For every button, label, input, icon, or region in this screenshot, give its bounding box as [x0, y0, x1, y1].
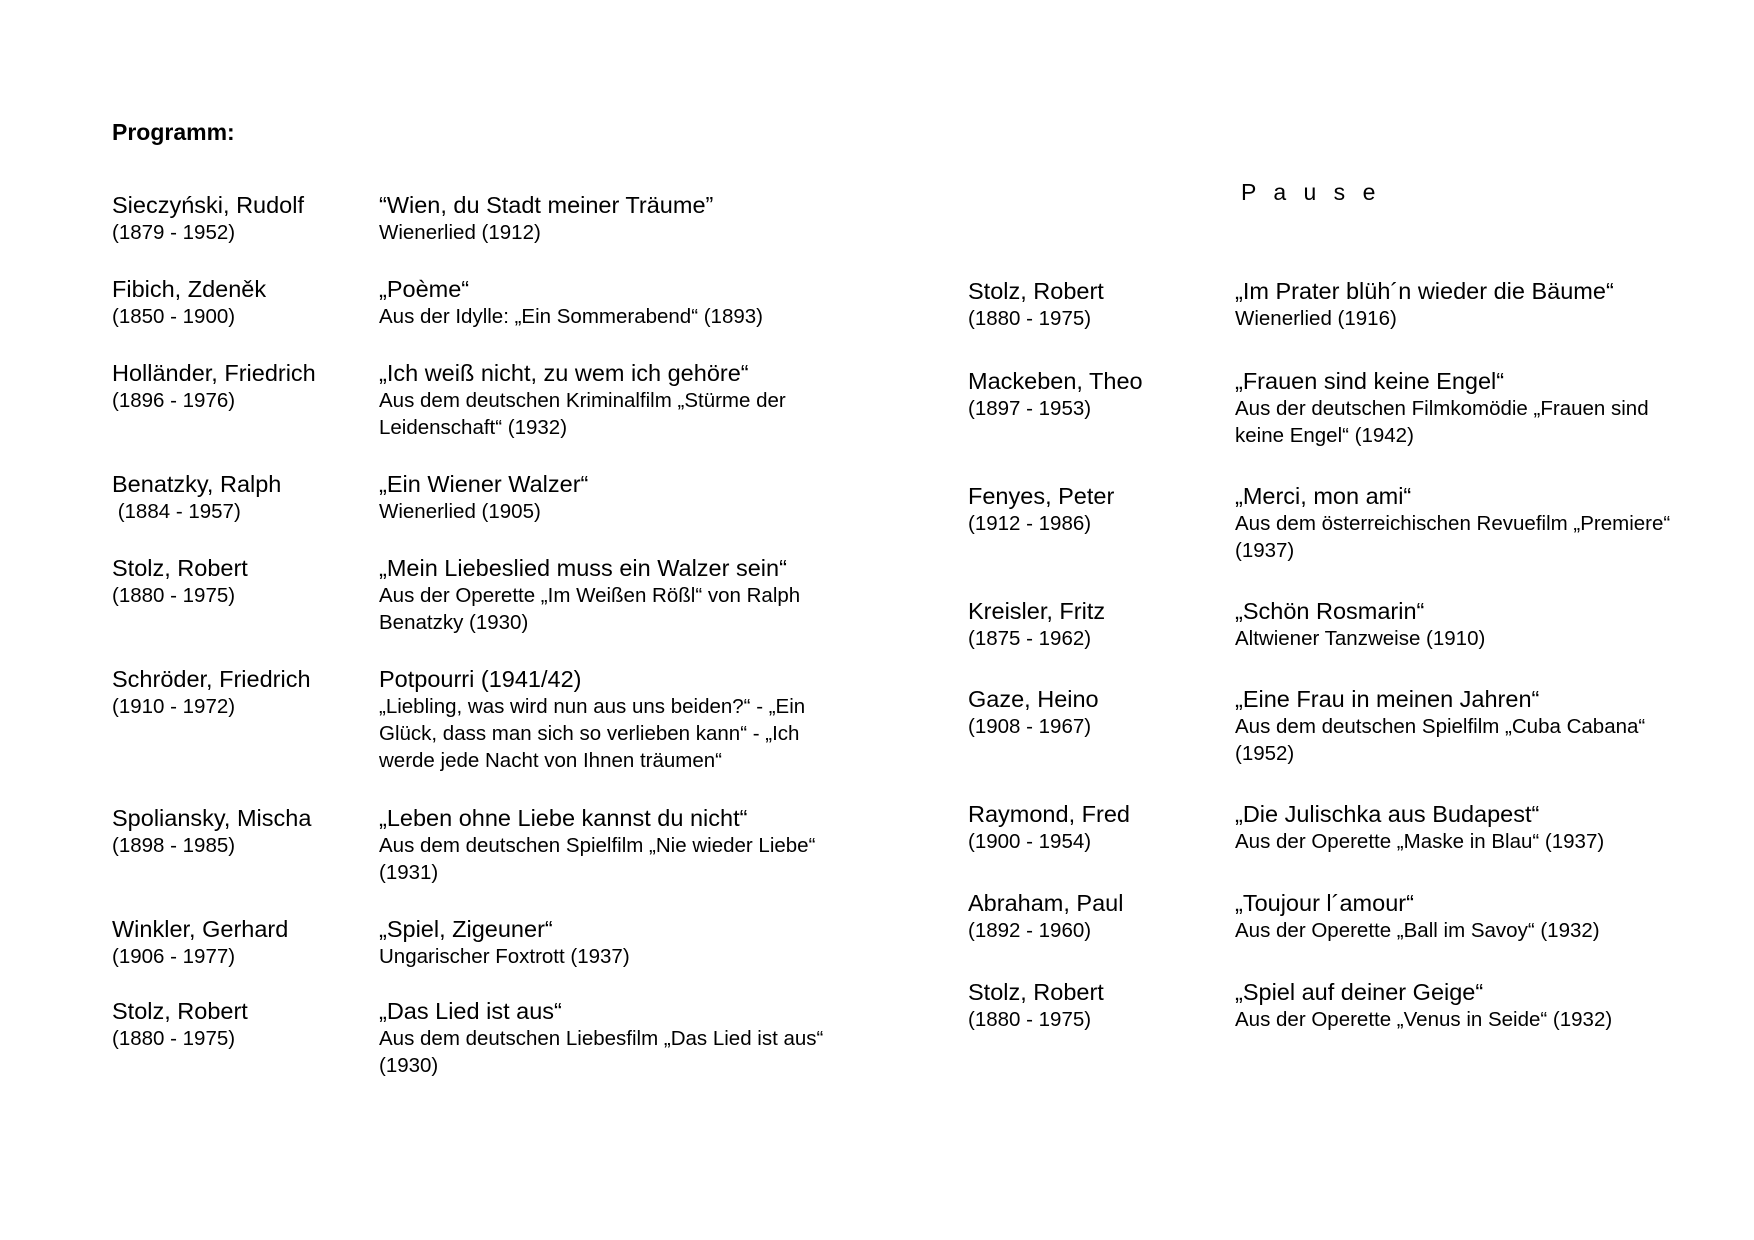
piece: [379, 554, 849, 636]
piece: [379, 915, 849, 970]
piece: [379, 470, 849, 525]
composer-years: (1875 - 1962): [968, 627, 1092, 650]
composer-name: Sieczyński, Rudolf: [112, 192, 304, 218]
composer-name: Kreisler, Fritz: [968, 598, 1106, 624]
piece-title: „Leben ohne Liebe kannst du nicht“: [379, 805, 748, 831]
piece-detail: Aus der Operette „Im Weißen Rößl“ von Ralph Benatzky (1930): [379, 584, 801, 634]
piece: [379, 359, 849, 441]
piece: [379, 191, 849, 246]
piece-title: „Poème“: [379, 276, 470, 302]
piece-title: „Das Lied ist aus“: [379, 998, 562, 1024]
piece: [379, 804, 849, 886]
composer: [968, 367, 1218, 422]
composer-name: Fenyes, Peter: [968, 483, 1115, 509]
piece-detail: Aus dem deutschen Liebesfilm „Das Lied ist aus“ (1930): [379, 1027, 824, 1077]
piece-detail: Aus dem deutschen Spielfilm „Nie wieder Liebe“ (1931): [379, 834, 816, 884]
piece-title: „Frauen sind keine Engel“: [1235, 368, 1505, 394]
piece-title: „Schön Rosmarin“: [1235, 598, 1425, 624]
piece-detail: Aus der Idylle: „Ein Sommerabend“ (1893): [379, 305, 763, 328]
composer-years: (1884 - 1957): [112, 500, 241, 523]
piece-title: „Die Julischka aus Budapest“: [1235, 801, 1540, 827]
piece-detail: Aus der Operette „Ball im Savoy“ (1932): [1235, 919, 1600, 942]
piece-title: Potpourri (1941/42): [379, 666, 582, 692]
composer: [968, 800, 1218, 855]
composer: [112, 275, 362, 330]
pause-label: P a u s e: [1241, 179, 1381, 205]
piece-detail: „Liebling, was wird nun aus uns beiden?“ - „Ein Glück, dass man sich so verlieben kann“ - „Ich werde jede Nacht von Ihnen träumen“: [379, 695, 806, 772]
piece: [379, 275, 849, 330]
composer: [112, 804, 362, 859]
composer-years: (1880 - 1975): [112, 1027, 236, 1050]
composer-years: (1880 - 1975): [968, 307, 1092, 330]
piece: [1235, 277, 1675, 332]
piece-detail: Aus dem deutschen Kriminalfilm „Stürme der Leidenschaft“ (1932): [379, 389, 786, 439]
composer: [968, 482, 1218, 537]
piece-title: „Merci, mon ami“: [1235, 483, 1412, 509]
piece-detail: Wienerlied (1912): [379, 221, 541, 244]
composer: [968, 277, 1218, 332]
page-title: Programm:: [112, 119, 235, 145]
composer-years: (1908 - 1967): [968, 715, 1092, 738]
composer-name: Winkler, Gerhard: [112, 916, 289, 942]
composer-years: (1897 - 1953): [968, 397, 1092, 420]
piece-title: “Wien, du Stadt meiner Träume”: [379, 192, 714, 218]
composer-name: Stolz, Robert: [112, 998, 248, 1024]
composer: [112, 470, 362, 525]
composer-years: (1850 - 1900): [112, 305, 236, 328]
piece-title: „Eine Frau in meinen Jahren“: [1235, 686, 1540, 712]
composer: [968, 889, 1218, 944]
piece-detail: Aus dem österreichischen Revuefilm „Premiere“ (1937): [1235, 512, 1671, 562]
composer-years: (1896 - 1976): [112, 389, 236, 412]
composer: [968, 978, 1218, 1033]
composer-years: (1910 - 1972): [112, 695, 236, 718]
composer-years: (1900 - 1954): [968, 830, 1092, 853]
composer: [968, 597, 1218, 652]
composer-years: (1898 - 1985): [112, 834, 236, 857]
composer-name: Abraham, Paul: [968, 890, 1124, 916]
composer-name: Holländer, Friedrich: [112, 360, 316, 386]
piece-detail: Aus der Operette „Venus in Seide“ (1932): [1235, 1008, 1613, 1031]
piece: [1235, 800, 1675, 855]
piece-title: „Ein Wiener Walzer“: [379, 471, 589, 497]
composer: [112, 915, 362, 970]
composer-years: (1880 - 1975): [112, 584, 236, 607]
piece-title: „Mein Liebeslied muss ein Walzer sein“: [379, 555, 787, 581]
piece-detail: Aus der deutschen Filmkomödie „Frauen sind keine Engel“ (1942): [1235, 397, 1649, 447]
piece: [1235, 597, 1675, 652]
composer-name: Stolz, Robert: [112, 555, 248, 581]
piece-detail: Aus dem deutschen Spielfilm „Cuba Cabana“ (1952): [1235, 715, 1646, 765]
composer-name: Benatzky, Ralph: [112, 471, 282, 497]
composer: [112, 359, 362, 414]
composer: [112, 191, 362, 246]
composer-years: (1906 - 1977): [112, 945, 236, 968]
piece-detail: Ungarischer Foxtrott (1937): [379, 945, 630, 968]
piece-detail: Aus der Operette „Maske in Blau“ (1937): [1235, 830, 1605, 853]
piece: [1235, 889, 1675, 944]
piece-title: „Im Prater blüh´n wieder die Bäume“: [1235, 278, 1614, 304]
composer: [112, 554, 362, 609]
piece-detail: Wienerlied (1905): [379, 500, 541, 523]
piece: [1235, 978, 1675, 1033]
piece: [379, 997, 849, 1079]
composer: [112, 665, 362, 720]
composer-name: Raymond, Fred: [968, 801, 1130, 827]
piece: [1235, 367, 1675, 449]
composer: [112, 997, 362, 1052]
composer-years: (1912 - 1986): [968, 512, 1092, 535]
piece-title: „Spiel, Zigeuner“: [379, 916, 553, 942]
composer-name: Schröder, Friedrich: [112, 666, 311, 692]
composer-name: Mackeben, Theo: [968, 368, 1143, 394]
composer-years: (1892 - 1960): [968, 919, 1092, 942]
piece-detail: Altwiener Tanzweise (1910): [1235, 627, 1486, 650]
composer-name: Spoliansky, Mischa: [112, 805, 312, 831]
composer-name: Stolz, Robert: [968, 979, 1104, 1005]
composer-name: Gaze, Heino: [968, 686, 1099, 712]
piece-title: „Spiel auf deiner Geige“: [1235, 979, 1484, 1005]
piece-detail: Wienerlied (1916): [1235, 307, 1397, 330]
piece: [379, 665, 849, 774]
piece: [1235, 482, 1675, 564]
piece: [1235, 685, 1675, 767]
piece-title: „Ich weiß nicht, zu wem ich gehöre“: [379, 360, 749, 386]
composer: [968, 685, 1218, 740]
composer-years: (1879 - 1952): [112, 221, 236, 244]
composer-name: Fibich, Zdeněk: [112, 276, 267, 302]
piece-title: „Toujour l´amour“: [1235, 890, 1414, 916]
composer-name: Stolz, Robert: [968, 278, 1104, 304]
composer-years: (1880 - 1975): [968, 1008, 1092, 1031]
